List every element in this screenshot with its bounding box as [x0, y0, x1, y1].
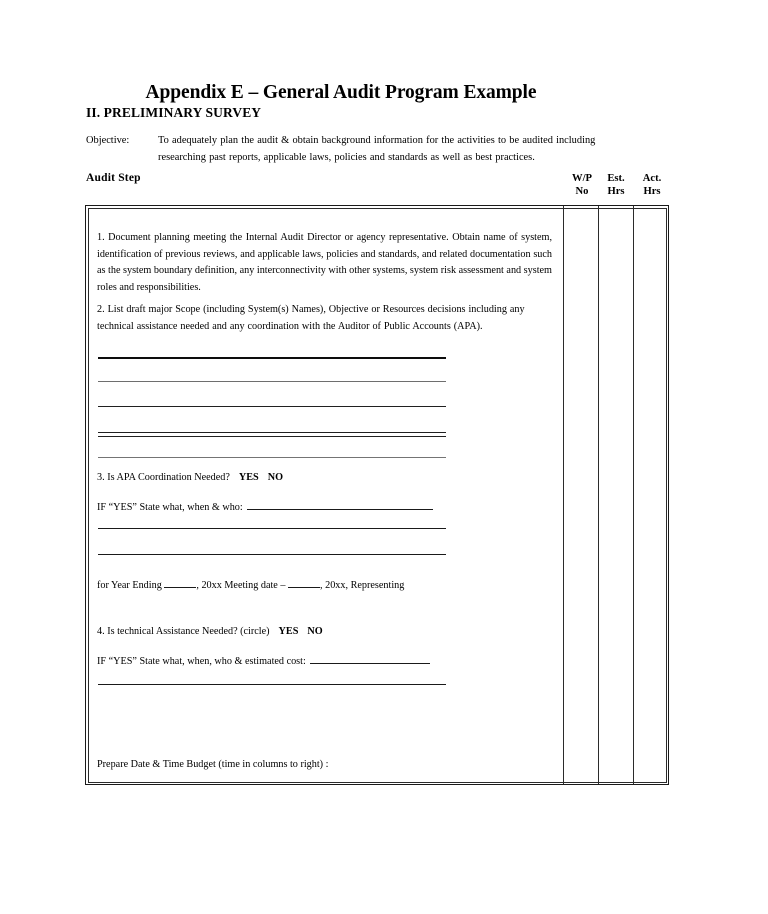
column-header-wp-no-line2: No: [575, 186, 589, 197]
step-3-write-in-line-1[interactable]: [98, 528, 446, 529]
blank-rule-line-2[interactable]: [98, 381, 446, 382]
prepare-date-time-budget-label: Prepare Date & Time Budget (time in columns to right) :: [97, 759, 329, 770]
audit-step-2-text: 2. List draft major Scope (including System(s) Names), Objective or Resources decisions including any technical assistance needed and any coordination with the Auditor of Public Accounts (APA).: [97, 304, 525, 332]
table-column-divider-1: [563, 206, 564, 784]
audit-step-cell: [86, 206, 563, 784]
column-header-act-hrs-line1: Act.: [642, 173, 662, 184]
year-ending-label-2: , 20xx Meeting date –: [196, 580, 286, 591]
column-header-wp-no-line1: W/P: [571, 173, 592, 184]
step-3-detail-input[interactable]: [247, 498, 433, 510]
audit-step-4-row: [97, 624, 552, 641]
year-ending-label-3: , 20xx, Representing: [320, 580, 405, 591]
audit-step-4-detail-row: [97, 652, 552, 671]
objective-block: [86, 133, 626, 166]
blank-rule-line-5[interactable]: [98, 436, 446, 437]
table-column-divider-3: [633, 206, 634, 784]
step-4-detail-input[interactable]: [310, 652, 430, 664]
objective-text: To adequately plan the audit & obtain background information for the activities to be audited including researching past reports, applicable laws, policies and standards as well as best practices.: [158, 135, 596, 163]
meeting-date-input[interactable]: [288, 576, 320, 588]
blank-rule-line-3[interactable]: [98, 406, 446, 407]
audit-step-3-text: 3. Is APA Coordination Needed?: [97, 472, 230, 483]
objective-label: Objective:: [86, 135, 130, 146]
audit-program-table: [85, 205, 669, 785]
step-4-detail-label: IF “YES” State what, when, who & estimated cost:: [97, 656, 306, 667]
year-ending-label-1: for Year Ending: [97, 580, 162, 591]
audit-step-3-detail-row: [97, 498, 552, 517]
column-header-act-hrs-line2: Hrs: [643, 186, 661, 197]
column-header-est-hrs: [599, 172, 633, 198]
step-4-write-in-line-1[interactable]: [98, 684, 446, 685]
year-ending-row: [97, 576, 552, 595]
audit-step-3-row: [97, 470, 552, 487]
section-heading: II. PRELIMINARY SURVEY: [86, 105, 262, 120]
blank-rule-line-4[interactable]: [98, 432, 446, 433]
step-3-write-in-line-2[interactable]: [98, 554, 446, 555]
step-4-no-option[interactable]: NO: [307, 626, 323, 637]
step-3-no-option[interactable]: NO: [267, 472, 284, 483]
column-header-audit-step: Audit Step: [86, 172, 141, 184]
step-4-yes-option[interactable]: YES: [278, 626, 299, 637]
step-3-yes-option[interactable]: YES: [238, 472, 259, 483]
table-column-headers: [86, 172, 670, 202]
step-3-detail-label: IF “YES” State what, when & who:: [97, 502, 243, 513]
page-title: Appendix E – General Audit Program Example: [145, 82, 537, 103]
column-header-est-hrs-line2: Hrs: [607, 186, 625, 197]
column-header-act-hrs: [635, 172, 669, 198]
year-ending-input[interactable]: [164, 576, 196, 588]
audit-step-1-text: 1. Document planning meeting the Internal Audit Director or agency representative. Obtain name of system, identification of previous reviews, and applicable laws, policies and standards, and related documentation such as the system boundary definition, any interconnectivity with other systems, system risk assessment and system roles and responsibilities.: [97, 232, 552, 293]
table-column-divider-2: [598, 206, 599, 784]
audit-step-4-text: 4. Is technical Assistance Needed? (circle): [97, 626, 270, 637]
column-header-est-hrs-line1: Est.: [607, 173, 625, 184]
blank-rule-line-6[interactable]: [98, 457, 446, 458]
blank-rule-line-1[interactable]: [98, 357, 446, 359]
column-header-wp-no: [565, 172, 599, 198]
